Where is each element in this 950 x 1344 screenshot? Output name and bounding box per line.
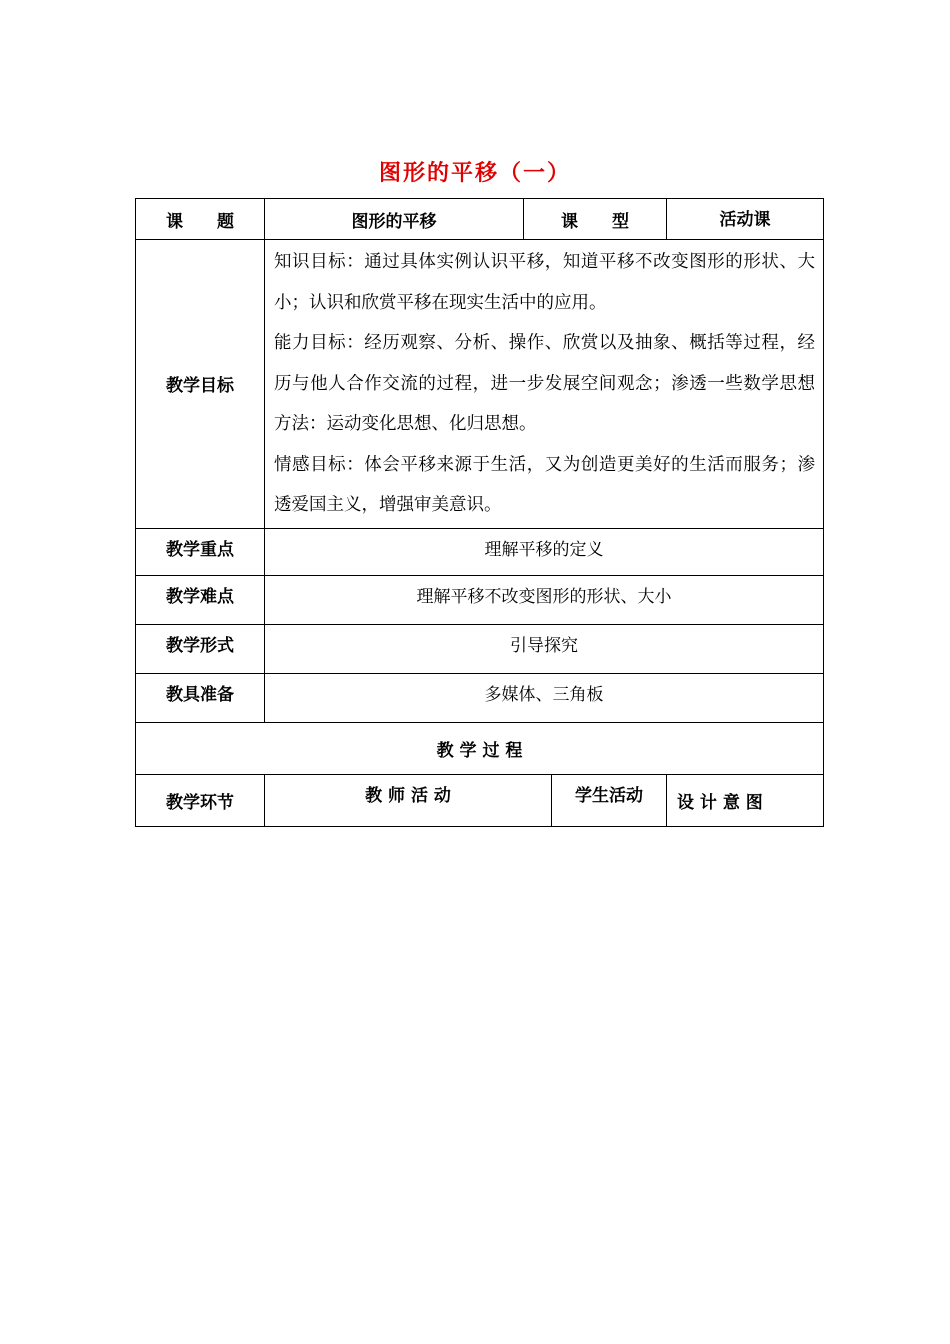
difficulty-value-cell <box>265 575 824 624</box>
process-header-cell <box>136 722 824 774</box>
student-column-header: 学生活动 <box>575 785 643 806</box>
teaching-form-value-cell <box>265 624 824 673</box>
document-title: 图形的平移（一） <box>378 161 571 186</box>
header-row <box>136 199 824 240</box>
difficulty-value: 理解平移不改变图形的形状、大小 <box>416 586 672 607</box>
emotion-objective: 情感目标：体会平移来源于生活，又为创造更美好的生活而服务；渗透爱国主义，增强审美意识。 <box>274 454 815 515</box>
topic-label: 课 题 <box>166 211 234 232</box>
process-header: 教 学 过 程 <box>436 740 523 761</box>
materials-value: 多媒体、三角板 <box>484 684 604 705</box>
materials-label-cell <box>136 673 265 722</box>
difficulty-row <box>136 575 824 624</box>
type-value: 活动课 <box>719 210 771 230</box>
teaching-form-value: 引导探究 <box>510 635 578 656</box>
topic-label-cell <box>136 199 265 240</box>
lesson-plan-table <box>135 198 824 827</box>
topic-value: 图形的平移 <box>351 211 437 232</box>
teacher-column-cell <box>265 774 552 826</box>
materials-row <box>136 673 824 722</box>
stage-column-header: 教学环节 <box>166 792 234 813</box>
teaching-form-row <box>136 624 824 673</box>
knowledge-objective: 知识目标：通过具体实例认识平移，知道平移不改变图形的形状、大小；认识和欣赏平移在现实生活中的应用。 <box>274 252 815 313</box>
objectives-label-cell <box>136 240 265 529</box>
student-column-cell <box>552 774 667 826</box>
ability-objective: 能力目标：经历观察、分析、操作、欣赏以及抽象、概括等过程，经历与他人合作交流的过程，进一步发展空间观念；渗透一些数学思想方法：运动变化思想、化归思想。 <box>274 333 815 434</box>
type-value-cell <box>667 199 824 240</box>
stage-column-cell <box>136 774 265 826</box>
difficulty-label: 教学难点 <box>166 586 234 607</box>
topic-value-cell <box>265 199 524 240</box>
teacher-column-header: 教 师 活 动 <box>365 785 451 806</box>
objectives-content <box>265 240 824 529</box>
key-point-value: 理解平移的定义 <box>484 539 604 560</box>
design-column-cell <box>667 774 824 826</box>
design-column-header: 设 计 意 图 <box>677 792 763 813</box>
teaching-form-label-cell <box>136 624 265 673</box>
key-point-value-cell <box>265 528 824 575</box>
materials-value-cell <box>265 673 824 722</box>
key-point-row <box>136 528 824 575</box>
key-point-label-cell <box>136 528 265 575</box>
objectives-row <box>136 240 824 529</box>
process-columns-row <box>136 774 824 826</box>
process-header-row <box>136 722 824 774</box>
type-label: 课 型 <box>561 211 629 232</box>
teaching-form-label: 教学形式 <box>166 635 234 656</box>
key-point-label: 教学重点 <box>166 539 234 560</box>
difficulty-label-cell <box>136 575 265 624</box>
objectives-label: 教学目标 <box>166 376 234 397</box>
materials-label: 教具准备 <box>166 684 234 705</box>
type-label-cell <box>524 199 667 240</box>
